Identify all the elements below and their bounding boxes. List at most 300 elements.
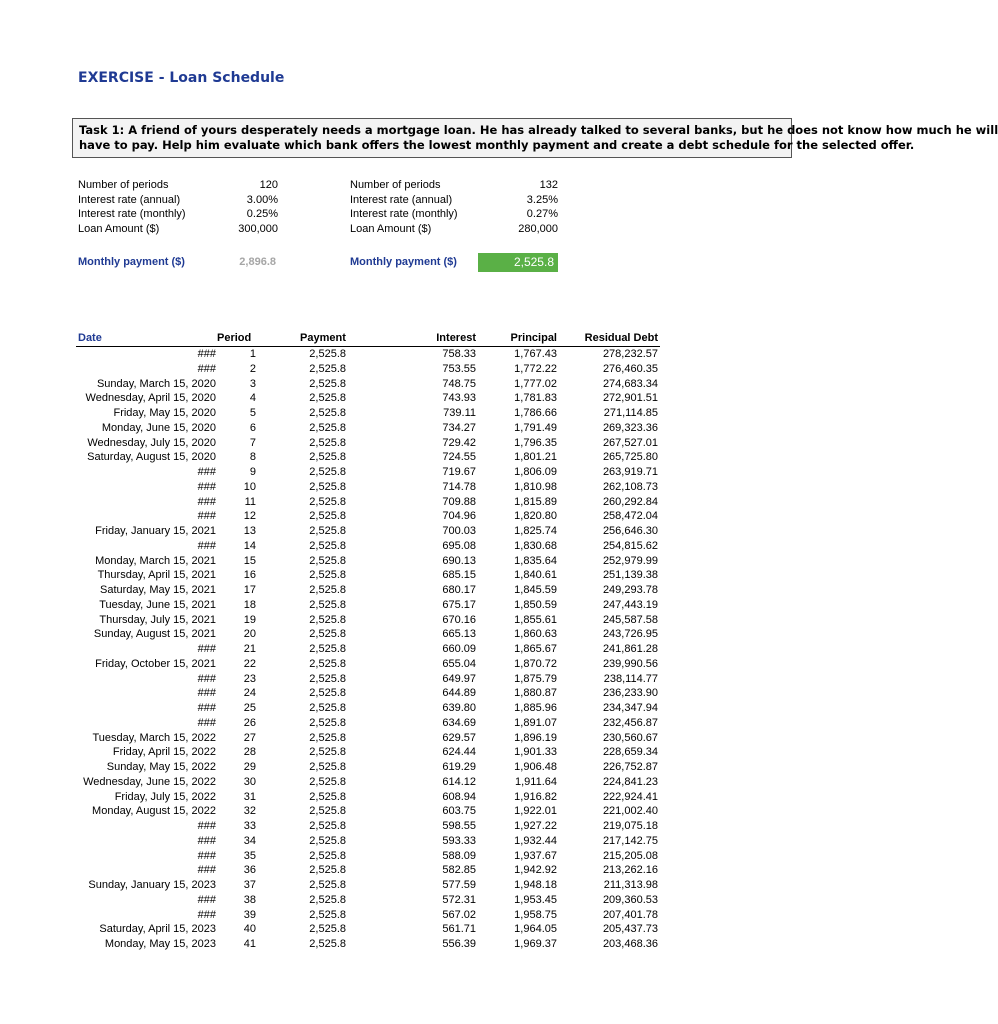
cell-period[interactable]: 11 <box>244 495 256 508</box>
cell-period[interactable]: 41 <box>243 938 256 950</box>
cell-period[interactable]: 6 <box>249 421 256 434</box>
cell-residual-debt[interactable]: 271,114.85 <box>603 407 658 419</box>
cell-payment[interactable]: 2,525.8 <box>309 790 346 803</box>
cell-payment[interactable]: 2,525.8 <box>309 421 346 434</box>
cell-residual-debt[interactable]: 205,437.73 <box>602 923 658 936</box>
table-row <box>76 672 660 687</box>
cell-interest[interactable]: 629.57 <box>442 731 476 744</box>
cell-date[interactable]: ### <box>197 362 216 375</box>
cell-principal[interactable]: 1,969.37 <box>514 938 557 950</box>
cell-date[interactable]: ### <box>197 643 216 655</box>
cell-residual-debt[interactable]: 258,472.04 <box>602 510 658 523</box>
cell-interest[interactable]: 724.55 <box>442 451 476 464</box>
cell-date[interactable]: Tuesday, March 15, 2022 <box>92 731 216 744</box>
bank1-label: Interest rate (annual) <box>78 193 181 206</box>
cell-principal[interactable]: 1,777.02 <box>514 377 557 390</box>
cell-payment[interactable]: 2,525.8 <box>309 584 346 596</box>
cell-principal[interactable]: 1,815.89 <box>514 495 557 508</box>
cell-principal[interactable]: 1,870.72 <box>514 657 557 670</box>
cell-principal[interactable]: 1,850.59 <box>514 598 557 611</box>
cell-residual-debt[interactable]: 239,990.56 <box>602 657 658 670</box>
cell-interest[interactable]: 734.27 <box>442 421 476 434</box>
cell-date[interactable]: Sunday, May 15, 2022 <box>106 761 216 773</box>
cell-principal[interactable]: 1,855.61 <box>514 613 557 626</box>
page-title: EXERCISE - Loan Schedule <box>78 70 285 86</box>
cell-interest[interactable]: 729.42 <box>442 436 476 449</box>
cell-residual-debt[interactable]: 278,232.57 <box>602 348 658 360</box>
cell-date[interactable]: Saturday, August 15, 2020 <box>87 451 216 464</box>
debt-schedule-table <box>76 332 660 952</box>
cell-payment[interactable]: 2,525.8 <box>309 775 346 788</box>
cell-residual-debt[interactable]: 211,313.98 <box>603 879 658 891</box>
cell-interest[interactable]: 758.33 <box>442 348 476 360</box>
cell-period[interactable]: 32 <box>243 805 256 818</box>
table-row <box>76 731 660 746</box>
table-row <box>76 878 660 893</box>
table-row <box>76 362 660 377</box>
cell-principal[interactable]: 1,810.98 <box>514 480 557 493</box>
cell-period[interactable]: 27 <box>243 731 256 744</box>
cell-payment[interactable]: 2,525.8 <box>309 525 346 537</box>
cell-principal[interactable]: 1,806.09 <box>514 466 557 478</box>
cell-date[interactable]: Wednesday, June 15, 2022 <box>83 775 216 788</box>
cell-residual-debt[interactable]: 269,323.36 <box>602 421 658 434</box>
cell-period[interactable]: 13 <box>243 525 256 537</box>
cell-date[interactable]: ### <box>197 702 216 714</box>
cell-period[interactable]: 30 <box>243 775 256 788</box>
cell-interest[interactable]: 660.09 <box>442 643 476 655</box>
cell-interest[interactable]: 709.88 <box>442 495 476 508</box>
cell-date[interactable]: ### <box>197 820 216 832</box>
cell-interest[interactable]: 649.97 <box>442 672 476 685</box>
cell-period[interactable]: 33 <box>243 820 256 832</box>
cell-period[interactable]: 3 <box>249 377 256 390</box>
cell-period[interactable]: 31 <box>243 790 256 803</box>
cell-period[interactable]: 2 <box>249 362 256 375</box>
cell-payment[interactable]: 2,525.8 <box>309 495 346 508</box>
cell-date[interactable]: Friday, January 15, 2021 <box>95 525 216 537</box>
cell-payment[interactable]: 2,525.8 <box>309 657 346 670</box>
cell-date[interactable]: ### <box>197 672 216 685</box>
cell-principal[interactable]: 1,791.49 <box>514 421 557 434</box>
cell-interest[interactable]: 556.39 <box>442 938 476 950</box>
cell-date[interactable]: Sunday, January 15, 2023 <box>88 879 216 891</box>
cell-date[interactable]: ### <box>197 864 216 877</box>
cell-period[interactable]: 35 <box>243 849 256 862</box>
cell-principal[interactable]: 1,845.59 <box>514 584 557 596</box>
cell-payment[interactable]: 2,525.8 <box>309 510 346 523</box>
bank1-value[interactable]: 0.25% <box>246 208 278 220</box>
cell-residual-debt[interactable]: 260,292.84 <box>602 495 658 508</box>
bank2-value[interactable]: 132 <box>539 179 558 191</box>
cell-payment[interactable]: 2,525.8 <box>309 849 346 862</box>
cell-period[interactable]: 16 <box>243 569 256 582</box>
cell-residual-debt[interactable]: 249,293.78 <box>602 584 658 596</box>
cell-principal[interactable]: 1,948.18 <box>514 879 557 891</box>
cell-interest[interactable]: 685.15 <box>442 569 476 582</box>
table-row <box>76 908 660 923</box>
cell-residual-debt[interactable]: 207,401.78 <box>602 908 658 921</box>
cell-date[interactable]: Thursday, April 15, 2021 <box>97 569 216 582</box>
cell-principal[interactable]: 1,953.45 <box>514 893 557 906</box>
cell-residual-debt[interactable]: 276,460.35 <box>602 362 658 375</box>
cell-principal[interactable]: 1,860.63 <box>514 628 557 641</box>
cell-period[interactable]: 39 <box>243 908 256 921</box>
cell-payment[interactable]: 2,525.8 <box>309 392 346 405</box>
cell-payment[interactable]: 2,525.8 <box>309 761 346 773</box>
cell-period[interactable]: 17 <box>243 584 256 596</box>
cell-payment[interactable]: 2,525.8 <box>309 377 346 390</box>
cell-date[interactable]: Tuesday, June 15, 2021 <box>99 598 216 611</box>
cell-interest[interactable]: 675.17 <box>442 598 476 611</box>
table-row <box>76 922 660 937</box>
cell-interest[interactable]: 753.55 <box>442 362 476 375</box>
cell-period[interactable]: 40 <box>243 923 256 936</box>
cell-interest[interactable]: 748.75 <box>442 377 476 390</box>
table-row <box>76 524 660 539</box>
cell-principal[interactable]: 1,772.22 <box>514 362 557 375</box>
table-row <box>76 509 660 524</box>
cell-date[interactable]: Sunday, March 15, 2020 <box>96 377 216 390</box>
cell-date[interactable]: ### <box>197 908 216 921</box>
bank2-value[interactable]: 0.27% <box>526 208 558 220</box>
cell-period[interactable]: 15 <box>243 554 256 567</box>
cell-interest[interactable]: 670.16 <box>442 613 476 626</box>
cell-payment[interactable]: 2,525.8 <box>309 554 346 567</box>
cell-residual-debt[interactable]: 221,002.40 <box>602 805 658 818</box>
cell-period[interactable]: 9 <box>249 466 256 478</box>
bank1-value[interactable]: 3.00% <box>246 193 278 206</box>
table-row <box>76 701 660 716</box>
cell-principal[interactable]: 1,916.82 <box>514 790 557 803</box>
cell-interest[interactable]: 577.59 <box>442 879 476 891</box>
cell-interest[interactable]: 593.33 <box>442 834 476 847</box>
cell-date[interactable]: Friday, May 15, 2020 <box>113 407 216 419</box>
cell-residual-debt[interactable]: 252,979.99 <box>602 554 658 567</box>
cell-date[interactable]: ### <box>197 348 216 360</box>
table-row <box>76 819 660 834</box>
cell-interest[interactable]: 665.13 <box>442 628 476 641</box>
cell-principal[interactable]: 1,835.64 <box>514 554 557 567</box>
bank2-value[interactable]: 3.25% <box>526 193 558 206</box>
cell-interest[interactable]: 619.29 <box>442 761 476 773</box>
cell-payment[interactable]: 2,525.8 <box>309 362 346 375</box>
cell-interest[interactable]: 695.08 <box>442 539 476 552</box>
cell-period[interactable]: 18 <box>243 598 256 611</box>
cell-residual-debt[interactable]: 272,901.51 <box>602 392 658 405</box>
cell-principal[interactable]: 1,830.68 <box>514 539 557 552</box>
cell-interest[interactable]: 714.78 <box>442 480 476 493</box>
cell-residual-debt[interactable]: 262,108.73 <box>602 480 658 493</box>
cell-period[interactable]: 12 <box>243 510 256 523</box>
cell-residual-debt[interactable]: 274,683.34 <box>602 377 658 390</box>
cell-residual-debt[interactable]: 256,646.30 <box>602 525 658 537</box>
table-row <box>76 834 660 849</box>
cell-date[interactable]: Sunday, August 15, 2021 <box>93 628 216 641</box>
cell-date[interactable]: Monday, August 15, 2022 <box>92 805 216 818</box>
cell-interest[interactable]: 598.55 <box>442 820 476 832</box>
cell-period[interactable]: 4 <box>249 392 256 405</box>
cell-residual-debt[interactable]: 251,139.38 <box>602 569 658 582</box>
header-payment: Payment <box>300 332 346 344</box>
cell-period[interactable]: 34 <box>243 834 256 847</box>
cell-period[interactable]: 19 <box>243 613 256 626</box>
cell-principal[interactable]: 1,911.64 <box>514 775 557 788</box>
cell-interest[interactable]: 624.44 <box>442 746 476 759</box>
cell-interest[interactable]: 743.93 <box>442 392 476 405</box>
table-row <box>76 745 660 760</box>
cell-residual-debt[interactable]: 238,114.77 <box>603 672 658 685</box>
cell-payment[interactable]: 2,525.8 <box>309 407 346 419</box>
table-row <box>76 391 660 406</box>
bank1-payment-value[interactable]: 2,896.8 <box>239 256 276 268</box>
cell-principal[interactable]: 1,825.74 <box>514 525 557 537</box>
cell-principal[interactable]: 1,896.19 <box>514 731 557 744</box>
cell-payment[interactable]: 2,525.8 <box>309 805 346 818</box>
cell-payment[interactable]: 2,525.8 <box>309 480 346 493</box>
cell-principal[interactable]: 1,865.67 <box>514 643 557 655</box>
cell-principal[interactable]: 1,820.80 <box>514 510 557 523</box>
cell-period[interactable]: 14 <box>243 539 256 552</box>
cell-interest[interactable]: 690.13 <box>442 554 476 567</box>
cell-principal[interactable]: 1,937.67 <box>514 849 557 862</box>
cell-residual-debt[interactable]: 213,262.16 <box>602 864 658 877</box>
cell-payment[interactable]: 2,525.8 <box>309 687 346 700</box>
bank2-value[interactable]: 280,000 <box>518 222 558 235</box>
cell-principal[interactable]: 1,927.22 <box>514 820 557 832</box>
bank1-value[interactable]: 120 <box>259 179 278 191</box>
cell-residual-debt[interactable]: 224,841.23 <box>602 775 658 788</box>
cell-principal[interactable]: 1,932.44 <box>514 834 557 847</box>
cell-period[interactable]: 26 <box>243 716 256 729</box>
task-line-2: have to pay. Help him evaluate which bank offers the lowest monthly payment and create a debt schedule for the selected offer. <box>79 138 915 152</box>
cell-period[interactable]: 8 <box>249 451 256 464</box>
bank1-value[interactable]: 300,000 <box>238 222 278 235</box>
cell-payment[interactable]: 2,525.8 <box>309 834 346 847</box>
cell-principal[interactable]: 1,801.21 <box>514 451 557 464</box>
cell-payment[interactable]: 2,525.8 <box>309 466 346 478</box>
cell-payment[interactable]: 2,525.8 <box>309 628 346 641</box>
cell-interest[interactable]: 719.67 <box>442 466 476 478</box>
cell-date[interactable]: ### <box>197 495 216 508</box>
cell-principal[interactable]: 1,901.33 <box>514 746 557 759</box>
cell-payment[interactable]: 2,525.8 <box>309 864 346 877</box>
table-row <box>76 568 660 583</box>
cell-payment[interactable]: 2,525.8 <box>309 731 346 744</box>
task-line-1: Task 1: A friend of yours desperately needs a mortgage loan. He has already talked to several banks, but he does not know how much he will <box>79 123 998 137</box>
cell-residual-debt[interactable]: 241,861.28 <box>602 643 658 655</box>
header-interest: Interest <box>436 332 476 344</box>
cell-payment[interactable]: 2,525.8 <box>309 569 346 582</box>
cell-period[interactable]: 5 <box>249 407 256 419</box>
cell-period[interactable]: 20 <box>243 628 256 641</box>
cell-date[interactable]: ### <box>197 510 216 523</box>
cell-interest[interactable]: 614.12 <box>442 775 476 788</box>
cell-date[interactable]: Saturday, April 15, 2023 <box>99 923 216 936</box>
cell-period[interactable]: 21 <box>243 643 256 655</box>
cell-date[interactable]: Saturday, May 15, 2021 <box>100 584 216 596</box>
cell-interest[interactable]: 567.02 <box>442 908 476 921</box>
cell-residual-debt[interactable]: 222,924.41 <box>602 790 658 803</box>
cell-residual-debt[interactable]: 234,347.94 <box>602 702 658 714</box>
cell-principal[interactable]: 1,922.01 <box>514 805 557 818</box>
bank2-payment-value[interactable]: 2,525.8 <box>478 253 558 272</box>
table-row <box>76 716 660 731</box>
cell-date[interactable]: ### <box>197 834 216 847</box>
cell-residual-debt[interactable]: 236,233.90 <box>602 687 658 700</box>
cell-interest[interactable]: 639.80 <box>442 702 476 714</box>
cell-principal[interactable]: 1,964.05 <box>514 923 557 936</box>
cell-interest[interactable]: 634.69 <box>442 716 476 729</box>
cell-residual-debt[interactable]: 228,659.34 <box>602 746 658 759</box>
cell-residual-debt[interactable]: 243,726.95 <box>602 628 658 641</box>
bank2-row <box>350 207 558 222</box>
cell-principal[interactable]: 1,891.07 <box>514 716 557 729</box>
table-row <box>76 686 660 701</box>
cell-period[interactable]: 28 <box>243 746 256 759</box>
cell-residual-debt[interactable]: 230,560.67 <box>602 731 658 744</box>
cell-principal[interactable]: 1,885.96 <box>514 702 557 714</box>
cell-date[interactable]: ### <box>197 466 216 478</box>
table-row <box>76 849 660 864</box>
cell-principal[interactable]: 1,781.83 <box>514 392 557 405</box>
cell-residual-debt[interactable]: 247,443.19 <box>602 598 658 611</box>
cell-period[interactable]: 37 <box>243 879 256 891</box>
cell-interest[interactable]: 572.31 <box>442 893 476 906</box>
cell-principal[interactable]: 1,786.66 <box>514 407 557 419</box>
cell-date[interactable]: Wednesday, April 15, 2020 <box>85 392 216 405</box>
table-row <box>76 465 660 480</box>
cell-date[interactable]: ### <box>197 716 216 729</box>
cell-payment[interactable]: 2,525.8 <box>309 451 346 464</box>
cell-date[interactable]: ### <box>197 893 216 906</box>
cell-payment[interactable]: 2,525.8 <box>309 539 346 552</box>
cell-date[interactable]: ### <box>197 539 216 552</box>
cell-date[interactable]: ### <box>197 849 216 862</box>
cell-principal[interactable]: 1,767.43 <box>514 348 557 360</box>
cell-payment[interactable]: 2,525.8 <box>309 643 346 655</box>
cell-residual-debt[interactable]: 215,205.08 <box>602 849 658 862</box>
cell-period[interactable]: 36 <box>243 864 256 877</box>
cell-interest[interactable]: 608.94 <box>442 790 476 803</box>
cell-residual-debt[interactable]: 203,468.36 <box>602 938 658 950</box>
bank1-payment-label: Monthly payment ($) <box>78 256 185 268</box>
bank2-label: Number of periods <box>350 179 441 191</box>
cell-principal[interactable]: 1,906.48 <box>514 761 557 773</box>
table-row <box>76 642 660 657</box>
cell-payment[interactable]: 2,525.8 <box>309 820 346 832</box>
cell-payment[interactable]: 2,525.8 <box>309 893 346 906</box>
cell-principal[interactable]: 1,942.92 <box>514 864 557 877</box>
cell-period[interactable]: 24 <box>243 687 256 700</box>
table-row <box>76 436 660 451</box>
cell-period[interactable]: 7 <box>249 436 256 449</box>
cell-date[interactable]: Wednesday, July 15, 2020 <box>87 436 216 449</box>
cell-principal[interactable]: 1,880.87 <box>514 687 557 700</box>
cell-residual-debt[interactable]: 232,456.87 <box>602 716 658 729</box>
cell-date[interactable]: Friday, April 15, 2022 <box>112 746 216 759</box>
cell-date[interactable]: Friday, October 15, 2021 <box>95 657 216 670</box>
cell-payment[interactable]: 2,525.8 <box>309 716 346 729</box>
cell-date[interactable]: Thursday, July 15, 2021 <box>99 613 216 626</box>
bank1-row <box>78 193 278 208</box>
cell-date[interactable]: Monday, March 15, 2021 <box>95 554 216 567</box>
cell-payment[interactable]: 2,525.8 <box>309 348 346 360</box>
cell-interest[interactable]: 603.75 <box>442 805 476 818</box>
cell-period[interactable]: 22 <box>243 657 256 670</box>
cell-payment[interactable]: 2,525.8 <box>309 746 346 759</box>
cell-payment[interactable]: 2,525.8 <box>309 908 346 921</box>
table-row <box>76 893 660 908</box>
cell-interest[interactable]: 644.89 <box>442 687 476 700</box>
cell-interest[interactable]: 739.11 <box>443 407 476 419</box>
cell-period[interactable]: 38 <box>243 893 256 906</box>
cell-interest[interactable]: 588.09 <box>442 849 476 862</box>
cell-payment[interactable]: 2,525.8 <box>309 598 346 611</box>
table-row <box>76 790 660 805</box>
table-row <box>76 450 660 465</box>
cell-principal[interactable]: 1,958.75 <box>514 908 557 921</box>
cell-date[interactable]: Monday, May 15, 2023 <box>104 938 216 950</box>
cell-residual-debt[interactable]: 267,527.01 <box>602 436 658 449</box>
cell-period[interactable]: 10 <box>243 480 256 493</box>
cell-residual-debt[interactable]: 263,919.71 <box>602 466 658 478</box>
table-header <box>76 332 660 347</box>
cell-date[interactable]: Monday, June 15, 2020 <box>101 421 216 434</box>
header-residual-debt: Residual Debt <box>584 332 658 344</box>
cell-period[interactable]: 29 <box>243 761 256 773</box>
cell-payment[interactable]: 2,525.8 <box>309 672 346 685</box>
cell-period[interactable]: 23 <box>243 672 256 685</box>
cell-principal[interactable]: 1,796.35 <box>514 436 557 449</box>
cell-period[interactable]: 25 <box>243 702 256 714</box>
header-principal: Principal <box>510 332 557 344</box>
cell-residual-debt[interactable]: 219,075.18 <box>602 820 658 832</box>
bank1-parameters <box>78 178 278 236</box>
cell-residual-debt[interactable]: 217,142.75 <box>602 834 658 847</box>
cell-principal[interactable]: 1,875.79 <box>514 672 557 685</box>
cell-interest[interactable]: 680.17 <box>442 584 476 596</box>
cell-interest[interactable]: 700.03 <box>442 525 476 537</box>
cell-period[interactable]: 1 <box>249 348 256 360</box>
cell-residual-debt[interactable]: 209,360.53 <box>602 893 658 906</box>
cell-payment[interactable]: 2,525.8 <box>309 938 346 950</box>
table-row <box>76 760 660 775</box>
table-row <box>76 937 660 952</box>
cell-payment[interactable]: 2,525.8 <box>309 879 346 891</box>
cell-interest[interactable]: 655.04 <box>442 657 476 670</box>
bank2-label: Interest rate (monthly) <box>350 208 458 220</box>
cell-date[interactable]: ### <box>197 480 216 493</box>
table-row <box>76 495 660 510</box>
bank2-payment-label: Monthly payment ($) <box>350 256 457 268</box>
cell-residual-debt[interactable]: 254,815.62 <box>602 539 658 552</box>
bank1-row <box>78 222 278 237</box>
cell-payment[interactable]: 2,525.8 <box>309 702 346 714</box>
cell-payment[interactable]: 2,525.8 <box>309 613 346 626</box>
cell-residual-debt[interactable]: 265,725.80 <box>602 451 658 464</box>
cell-payment[interactable]: 2,525.8 <box>309 436 346 449</box>
cell-interest[interactable]: 704.96 <box>442 510 476 523</box>
cell-residual-debt[interactable]: 245,587.58 <box>602 613 658 626</box>
cell-payment[interactable]: 2,525.8 <box>309 923 346 936</box>
cell-date[interactable]: ### <box>197 687 216 700</box>
cell-principal[interactable]: 1,840.61 <box>514 569 557 582</box>
cell-interest[interactable]: 582.85 <box>442 864 476 877</box>
cell-date[interactable]: Friday, July 15, 2022 <box>114 790 216 803</box>
cell-interest[interactable]: 561.71 <box>442 923 476 936</box>
cell-residual-debt[interactable]: 226,752.87 <box>602 761 658 773</box>
